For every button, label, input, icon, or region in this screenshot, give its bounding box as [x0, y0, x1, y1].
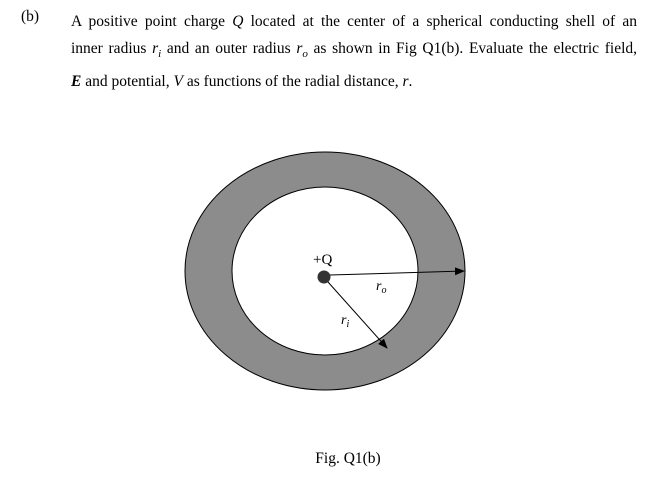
symbol-radial: r: [402, 73, 409, 91]
symbol-inner-radius: $r_i$: [152, 40, 162, 61]
question-line-1: A positive point charge Q located at the center of a spherical conducting shell of an: [71, 13, 638, 30]
figure-caption: Fig. Q1(b): [315, 450, 381, 467]
point-charge-dot: [318, 271, 331, 284]
inner-radius-label: $r_i$: [341, 313, 350, 330]
symbol-outer-radius: $r_o$: [296, 40, 308, 61]
symbol-charge: Q: [232, 13, 244, 30]
charge-label: +Q: [313, 252, 333, 268]
outer-radius-label: $r_o$: [376, 279, 387, 296]
question-line-3: E and potential, V as functions of the radial distance, r.: [71, 73, 413, 91]
question-line-2: inner radius $r_i$ and an outer radius $r_o$ as shown in Fig Q1(b). Evaluate the electric field,: [71, 40, 638, 61]
question-label: (b): [21, 8, 40, 25]
symbol-field: E: [71, 73, 82, 91]
symbol-potential: V: [173, 73, 183, 91]
